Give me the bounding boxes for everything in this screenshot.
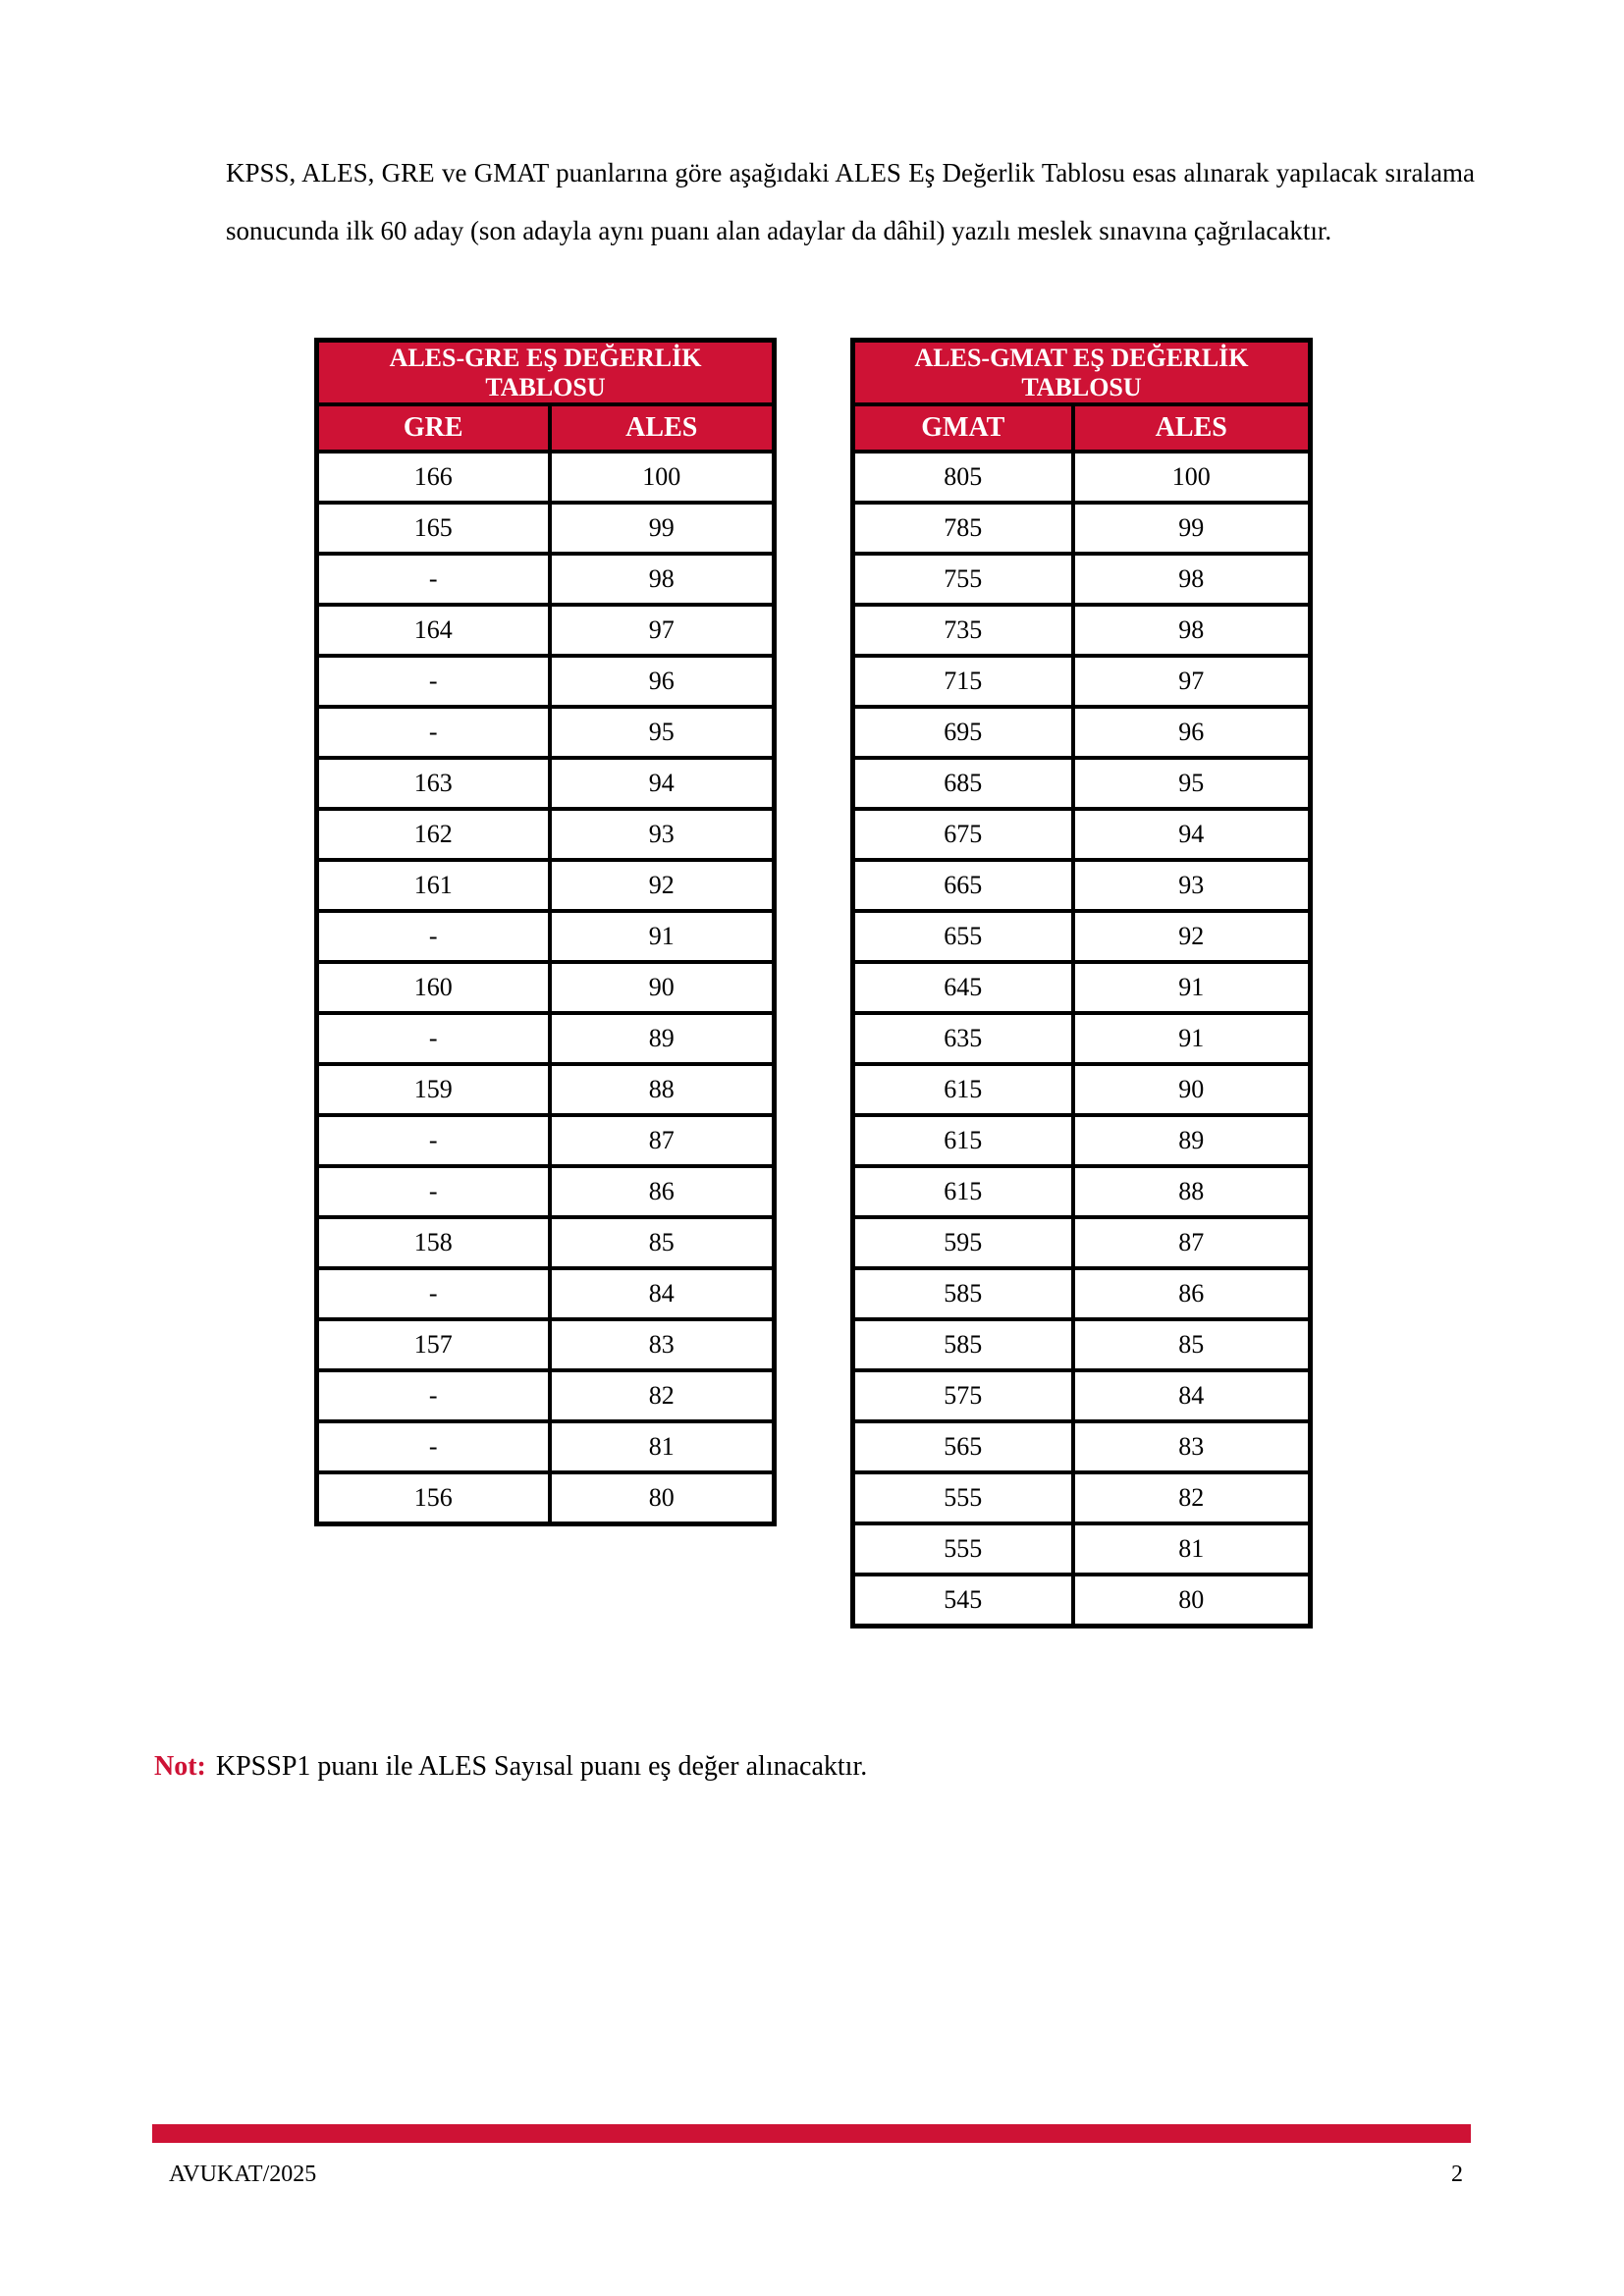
table-cell: 98 [1073,605,1311,656]
table-row [853,962,1311,1013]
table-cell: 88 [550,1064,775,1115]
table-cell: 695 [853,707,1073,758]
table-cell: 94 [550,758,775,809]
table-cell: 162 [317,809,550,860]
table-cell: 81 [1073,1523,1311,1575]
ales-gmat-table [850,338,1313,1629]
table-row [317,1268,775,1319]
table-cell: 165 [317,503,550,554]
table-row [853,758,1311,809]
table-cell: 575 [853,1370,1073,1421]
table-cell: 89 [1073,1115,1311,1166]
table-row [317,1013,775,1064]
table-cell: 91 [1073,962,1311,1013]
table-cell: 93 [550,809,775,860]
table-cell: 82 [550,1370,775,1421]
table-row [317,1064,775,1115]
table-row [317,452,775,503]
table-cell: 99 [1073,503,1311,554]
table-row [317,503,775,554]
table-cell: 685 [853,758,1073,809]
table-row [853,1319,1311,1370]
table-row [317,1217,775,1268]
table-cell: 90 [550,962,775,1013]
table-title-row [317,341,775,405]
table-cell: - [317,1166,550,1217]
table-row [853,809,1311,860]
table-cell: - [317,656,550,707]
table-cell: 100 [550,452,775,503]
table-cell: 655 [853,911,1073,962]
table-row [853,1523,1311,1575]
table-cell: 91 [550,911,775,962]
table-cell: 160 [317,962,550,1013]
footer-page-number: 2 [1451,2162,1463,2187]
table-title-row [853,341,1311,405]
table-title-line1: ALES-GMAT EŞ DEĞERLİK [914,343,1249,372]
table-cell: 585 [853,1319,1073,1370]
table-row [317,962,775,1013]
table-row [317,707,775,758]
table-cell: 100 [1073,452,1311,503]
table-cell: 92 [1073,911,1311,962]
table-cell: 96 [550,656,775,707]
table-title-line1: ALES-GRE EŞ DEĞERLİK [389,343,702,372]
table-row [853,554,1311,605]
table-cell: 83 [1073,1421,1311,1472]
table-cell: 81 [550,1421,775,1472]
table-row [853,1370,1311,1421]
table-cell: 85 [1073,1319,1311,1370]
table-row [853,1575,1311,1627]
table-cell: 735 [853,605,1073,656]
table-cell: - [317,911,550,962]
table-cell: 98 [1073,554,1311,605]
table-cell: 645 [853,962,1073,1013]
table-title-line2: TABLOSU [1021,372,1142,401]
table-cell: 565 [853,1421,1073,1472]
table-row [317,1472,775,1524]
table-cell: 98 [550,554,775,605]
table-cell: 84 [550,1268,775,1319]
table-cell: 159 [317,1064,550,1115]
table-cell: 805 [853,452,1073,503]
table-row [853,860,1311,911]
column-header-gre: GRE [317,404,550,452]
table-cell: 715 [853,656,1073,707]
table-cell: - [317,1013,550,1064]
table-title [853,341,1311,405]
table-cell: 86 [1073,1268,1311,1319]
table-row [853,1064,1311,1115]
table-cell: 87 [550,1115,775,1166]
table-cell: 93 [1073,860,1311,911]
table-row [317,1421,775,1472]
table-cell: 157 [317,1319,550,1370]
table-cell: - [317,1115,550,1166]
column-header-gmat: GMAT [853,404,1073,452]
table-cell: 94 [1073,809,1311,860]
note-text: KPSSP1 puanı ile ALES Sayısal puanı eş değer alınacaktır. [215,1751,868,1782]
table-cell: 84 [1073,1370,1311,1421]
table-cell: - [317,554,550,605]
table-cell: 555 [853,1472,1073,1523]
table-cell: 85 [550,1217,775,1268]
table-cell: 163 [317,758,550,809]
table-cell: 86 [550,1166,775,1217]
table-cell: 80 [1073,1575,1311,1627]
table-cell: 91 [1073,1013,1311,1064]
note [154,1751,867,1783]
table-cell: 615 [853,1115,1073,1166]
table-row [317,809,775,860]
table-cell: 90 [1073,1064,1311,1115]
table-cell: 95 [550,707,775,758]
table-cell: 97 [550,605,775,656]
table-cell: 635 [853,1013,1073,1064]
table-row [853,605,1311,656]
table-row [317,605,775,656]
table-row [853,1013,1311,1064]
table-row [853,656,1311,707]
table-cell: 156 [317,1472,550,1524]
table-cell: 161 [317,860,550,911]
table-row [317,1166,775,1217]
table-cell: 755 [853,554,1073,605]
table-cell: 166 [317,452,550,503]
column-header-ales: ALES [1073,404,1311,452]
table-cell: 96 [1073,707,1311,758]
table-title-line2: TABLOSU [485,372,606,401]
table-cell: 82 [1073,1472,1311,1523]
table-row [317,1370,775,1421]
table-cell: 785 [853,503,1073,554]
table-row [317,1319,775,1370]
table-row [317,1115,775,1166]
table-row [853,911,1311,962]
table-row [317,860,775,911]
table-row [317,656,775,707]
footer-doc-code: AVUKAT/2025 [169,2162,317,2187]
table-cell: 665 [853,860,1073,911]
table-cell: 158 [317,1217,550,1268]
table-row [317,554,775,605]
table-cell: 99 [550,503,775,554]
table-cell: 92 [550,860,775,911]
note-label: Not: [154,1751,206,1782]
footer-rule [152,2124,1471,2143]
column-header-row [853,404,1311,452]
table-row [317,758,775,809]
table-cell: 615 [853,1064,1073,1115]
table-cell: 95 [1073,758,1311,809]
table-row [853,707,1311,758]
table-cell: 80 [550,1472,775,1524]
table-row [853,1217,1311,1268]
table-cell: 97 [1073,656,1311,707]
table-row [853,452,1311,503]
column-header-ales: ALES [550,404,775,452]
table-cell: 555 [853,1523,1073,1575]
table-cell: 615 [853,1166,1073,1217]
table-title [317,341,775,405]
table-cell: - [317,1421,550,1472]
table-cell: - [317,707,550,758]
table-row [853,1115,1311,1166]
table-cell: 88 [1073,1166,1311,1217]
column-header-row [317,404,775,452]
table-cell: 87 [1073,1217,1311,1268]
table-cell: 89 [550,1013,775,1064]
table-cell: 585 [853,1268,1073,1319]
table-row [853,1421,1311,1472]
intro-paragraph: KPSS, ALES, GRE ve GMAT puanlarına göre aşağıdaki ALES Eş Değerlik Tablosu esas alınarak yapılacak sıralama sonucunda ilk 60 aday (son adayla aynı puanı alan adaylar da dâhil) yazılı meslek sınavına çağrılacaktır. [226,158,1475,245]
ales-gre-table [314,338,777,1526]
table-row [853,1166,1311,1217]
table-row [853,1472,1311,1523]
table-row [853,503,1311,554]
table-cell: 164 [317,605,550,656]
table-cell: 595 [853,1217,1073,1268]
table-cell: 83 [550,1319,775,1370]
table-cell: - [317,1370,550,1421]
table-cell: 545 [853,1575,1073,1627]
table-row [317,911,775,962]
table-row [853,1268,1311,1319]
table-cell: - [317,1268,550,1319]
table-cell: 675 [853,809,1073,860]
